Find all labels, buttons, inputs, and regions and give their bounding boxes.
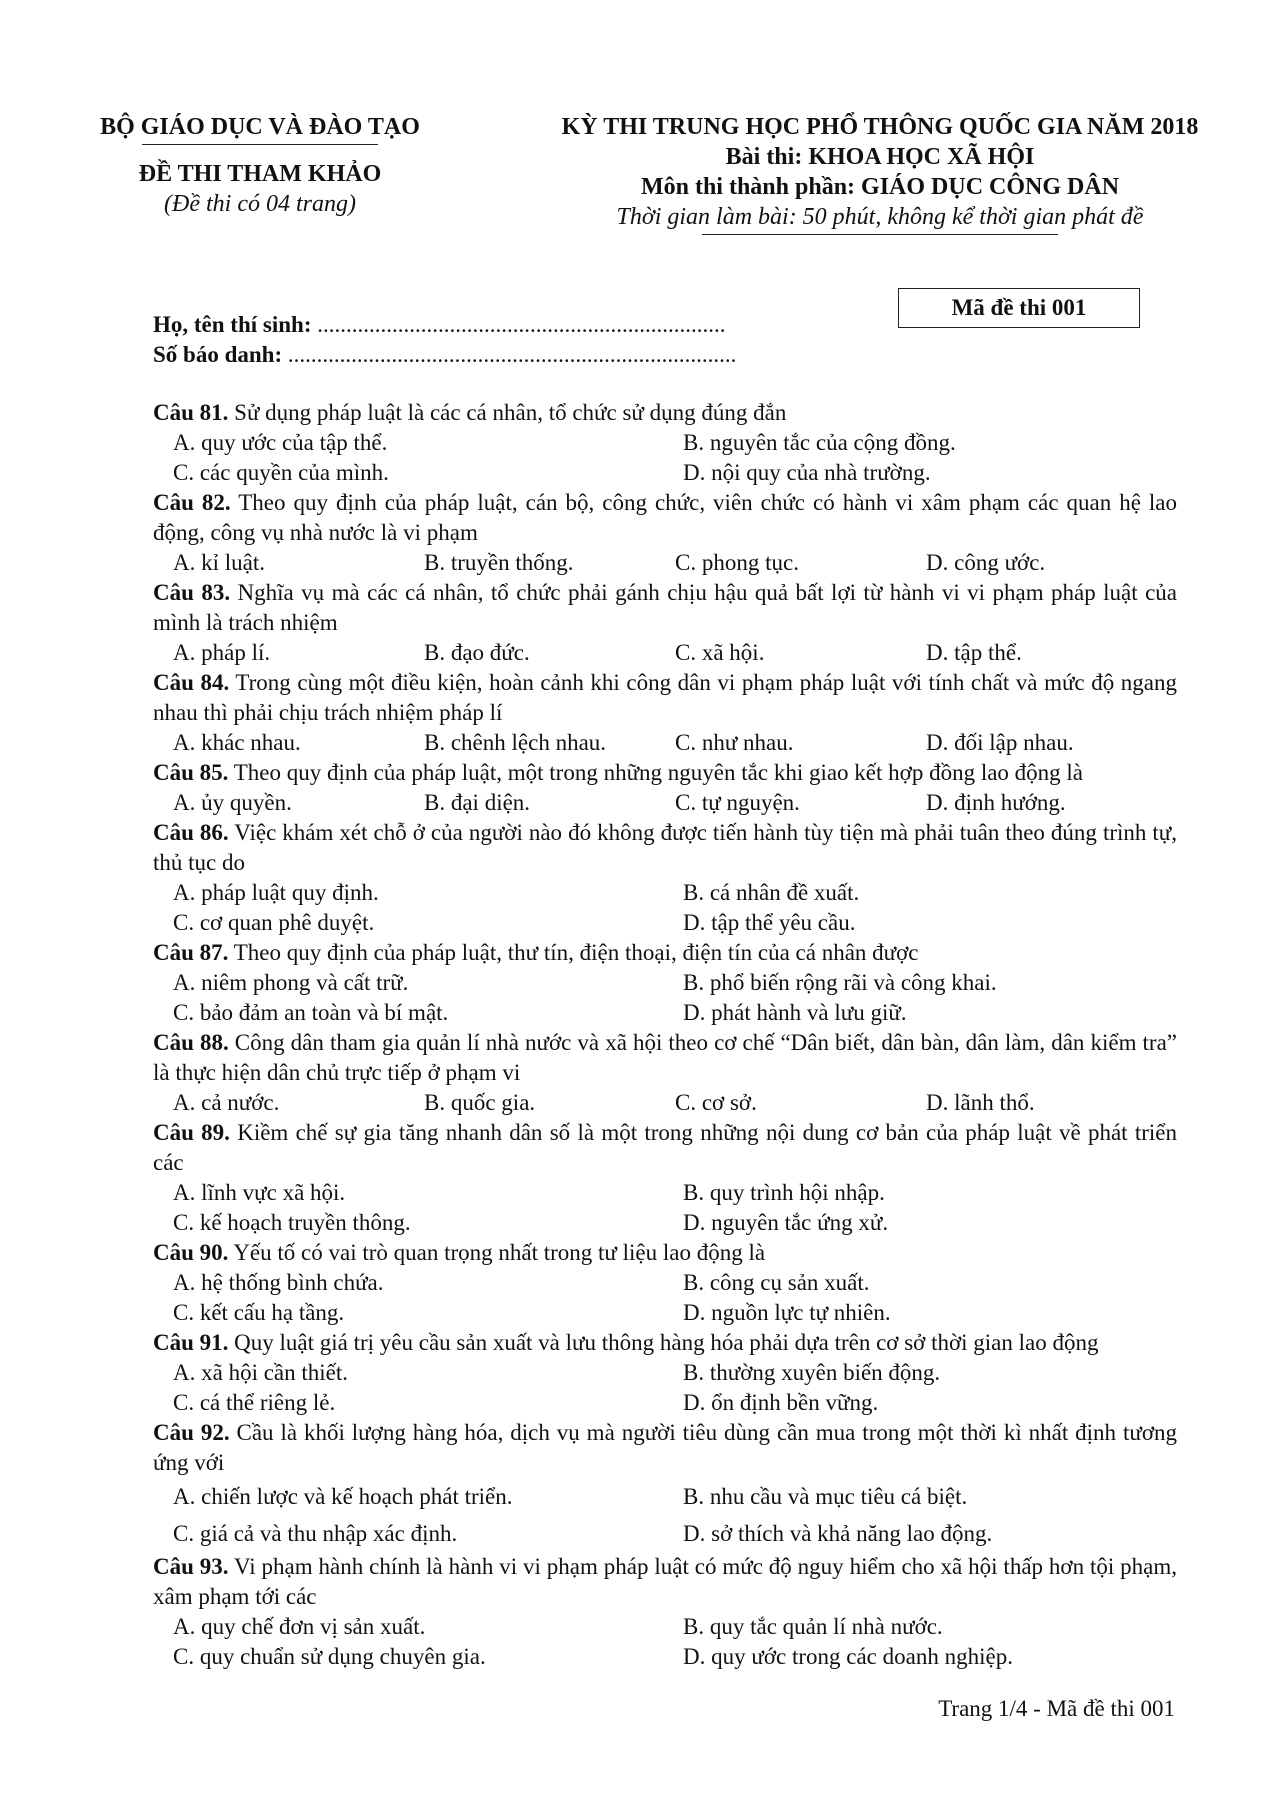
option-letter: A. [173, 1090, 196, 1115]
option-text: đối lập nhau. [954, 730, 1074, 755]
option-letter: D. [926, 640, 949, 665]
question-number: Câu 93. [153, 1554, 229, 1579]
answer-option[interactable] [675, 1388, 1177, 1418]
exam-time: Thời gian làm bài: 50 phút, không kể thời gian phát đề [616, 204, 1144, 230]
option-text: pháp lí. [201, 640, 271, 665]
question-text: Theo quy định của pháp luật, một trong những nguyên tắc khi giao kết hợp đồng lao động là [233, 760, 1084, 785]
answer-option[interactable] [173, 458, 675, 488]
option-letter: C. [173, 1300, 195, 1325]
question-item [153, 1028, 1177, 1118]
question-number: Câu 89. [153, 1120, 230, 1145]
option-letter: B. [683, 430, 705, 455]
candidate-id-line[interactable] [153, 340, 736, 370]
answer-option[interactable] [675, 728, 926, 758]
answer-option[interactable] [173, 1208, 675, 1238]
answer-option[interactable] [424, 1088, 675, 1118]
option-text: công ước. [954, 550, 1046, 575]
exam-part: Bài thi: KHOA HỌC XÃ HỘI [725, 144, 1035, 170]
option-letter: A. [173, 970, 196, 995]
question-item [153, 818, 1177, 938]
question-number: Câu 87. [153, 940, 229, 965]
option-text: kế hoạch truyền thông. [199, 1210, 411, 1235]
candidate-name-label: Họ, tên thí sinh: [153, 312, 312, 337]
option-letter: B. [683, 970, 705, 995]
option-letter: B. [424, 730, 446, 755]
answer-option[interactable] [173, 1642, 675, 1672]
option-text: quy tắc quản lí nhà nước. [709, 1614, 943, 1639]
page-footer: Trang 1/4 - Mã đề thi 001 [938, 1696, 1175, 1721]
option-letter: C. [675, 640, 697, 665]
question-text: Nghĩa vụ mà các cá nhân, tổ chức phải gánh chịu hậu quả bất lợi từ hành vi vi phạm pháp luật của mình là trách nhiệm [153, 580, 1178, 635]
option-text: kỉ luật. [201, 550, 266, 575]
option-letter: D. [683, 1000, 706, 1025]
doc-type: ĐỀ THI THAM KHẢO [138, 161, 382, 187]
option-text: quốc gia. [450, 1090, 536, 1115]
answer-option[interactable] [675, 1642, 1177, 1672]
option-letter: B. [424, 790, 446, 815]
question-stem [153, 818, 1177, 878]
question-stem [153, 578, 1177, 638]
option-letter: B. [683, 1614, 705, 1639]
option-text: tập thể. [954, 640, 1022, 665]
answer-options [153, 1612, 1177, 1672]
option-text: quy chuẩn sử dụng chuyên gia. [199, 1644, 486, 1669]
option-letter: B. [683, 1360, 705, 1385]
question-item [153, 578, 1177, 668]
option-letter: D. [683, 1521, 706, 1546]
answer-option[interactable] [926, 638, 1177, 668]
option-text: phong tục. [701, 550, 799, 575]
question-stem [153, 1328, 1177, 1358]
question-item [153, 938, 1177, 1028]
answer-option[interactable] [675, 968, 1177, 998]
question-item [153, 1418, 1177, 1552]
answer-option[interactable] [675, 1515, 1177, 1552]
option-letter: B. [683, 880, 705, 905]
answer-option[interactable] [173, 638, 424, 668]
question-stem [153, 1238, 1177, 1268]
option-text: lĩnh vực xã hội. [201, 1180, 346, 1205]
answer-option[interactable] [173, 1358, 675, 1388]
option-letter: D. [926, 1090, 949, 1115]
option-text: bảo đảm an toàn và bí mật. [199, 1000, 449, 1025]
option-letter: A. [173, 550, 196, 575]
answer-option[interactable] [173, 998, 675, 1028]
answer-option[interactable] [173, 1088, 424, 1118]
option-text: nguồn lực tự nhiên. [711, 1300, 891, 1325]
question-number: Câu 88. [153, 1030, 229, 1055]
answer-option[interactable] [675, 428, 1177, 458]
option-text: nguyên tắc của cộng đồng. [709, 430, 956, 455]
option-text: đại diện. [450, 790, 531, 815]
option-text: chênh lệch nhau. [450, 730, 607, 755]
question-stem [153, 488, 1177, 548]
option-text: nội quy của nhà trường. [711, 460, 931, 485]
option-letter: C. [173, 910, 195, 935]
question-item [153, 1552, 1177, 1672]
question-stem [153, 1418, 1177, 1478]
answer-option[interactable] [173, 1178, 675, 1208]
answer-option[interactable] [424, 788, 675, 818]
option-text: niêm phong và cất trữ. [201, 970, 409, 995]
option-text: khác nhau. [201, 730, 301, 755]
answer-option[interactable] [675, 638, 926, 668]
option-text: pháp luật quy định. [201, 880, 379, 905]
question-number: Câu 90. [153, 1240, 229, 1265]
question-text: Yếu tố có vai trò quan trọng nhất trong tư liệu lao động là [233, 1240, 766, 1265]
question-number: Câu 86. [153, 820, 229, 845]
option-text: đạo đức. [450, 640, 530, 665]
option-text: sở thích và khả năng lao động. [711, 1521, 993, 1546]
answer-options [153, 548, 1177, 578]
option-letter: A. [173, 790, 196, 815]
option-letter: C. [675, 790, 697, 815]
answer-option[interactable] [675, 878, 1177, 908]
answer-options [153, 1088, 1177, 1118]
exam-name: KỲ THI TRUNG HỌC PHỔ THÔNG QUỐC GIA NĂM 2018 [561, 114, 1199, 140]
answer-options [153, 1358, 1177, 1418]
question-text: Theo quy định của pháp luật, thư tín, điện thoại, điện tín của cá nhân được [233, 940, 919, 965]
answer-option[interactable] [173, 968, 675, 998]
question-stem [153, 1028, 1177, 1088]
question-text: Vi phạm hành chính là hành vi vi phạm pháp luật có mức độ nguy hiểm cho xã hội thấp hơn tội phạm, xâm phạm tới các [153, 1554, 1177, 1609]
answer-option[interactable] [675, 1298, 1177, 1328]
option-letter: D. [683, 1300, 706, 1325]
question-number: Câu 92. [153, 1420, 230, 1445]
question-number: Câu 83. [153, 580, 231, 605]
answer-option[interactable] [675, 548, 926, 578]
option-letter: C. [675, 550, 697, 575]
option-letter: A. [173, 1270, 196, 1295]
question-stem [153, 1552, 1177, 1612]
option-letter: B. [683, 1270, 705, 1295]
option-letter: D. [926, 790, 949, 815]
answer-option[interactable] [173, 878, 675, 908]
option-letter: C. [173, 1210, 195, 1235]
candidate-name-field[interactable]: ....................................................................... [317, 312, 726, 337]
answer-option[interactable] [926, 728, 1177, 758]
answer-options [153, 638, 1177, 668]
question-list [153, 398, 1177, 1672]
answer-option[interactable] [173, 728, 424, 758]
option-text: chiến lược và kế hoạch phát triển. [201, 1484, 513, 1509]
question-item [153, 758, 1177, 818]
time-underline [702, 234, 1058, 235]
question-stem [153, 668, 1177, 728]
question-text: Sử dụng pháp luật là các cá nhân, tổ chức sử dụng đúng đắn [234, 400, 787, 425]
option-text: cá thể riêng lẻ. [199, 1390, 336, 1415]
option-letter: B. [424, 550, 446, 575]
option-letter: A. [173, 1484, 196, 1509]
option-letter: D. [926, 550, 949, 575]
answer-option[interactable] [675, 458, 1177, 488]
option-text: ổn định bền vững. [711, 1390, 879, 1415]
option-letter: A. [173, 640, 196, 665]
header-left [90, 112, 430, 219]
answer-option[interactable] [675, 1478, 1177, 1515]
option-letter: C. [173, 460, 195, 485]
option-text: nguyên tắc ứng xử. [711, 1210, 889, 1235]
option-text: cơ quan phê duyệt. [199, 910, 375, 935]
option-letter: B. [424, 640, 446, 665]
ministry-name: BỘ GIÁO DỤC VÀ ĐÀO TẠO [100, 114, 420, 140]
option-letter: D. [683, 1390, 706, 1415]
option-letter: D. [683, 460, 706, 485]
option-letter: D. [926, 730, 949, 755]
option-letter: A. [173, 430, 196, 455]
answer-options [153, 428, 1177, 488]
question-text: Việc khám xét chỗ ở của người nào đó không được tiến hành tùy tiện mà phải tuân theo đúng trình tự, thủ tục do [153, 820, 1177, 875]
answer-option[interactable] [424, 728, 675, 758]
answer-options [153, 1178, 1177, 1238]
option-text: thường xuyên biến động. [709, 1360, 941, 1385]
answer-option[interactable] [173, 548, 424, 578]
exam-code-box: Mã đề thi 001 [898, 288, 1140, 328]
option-letter: B. [424, 1090, 446, 1115]
option-text: cơ sở. [701, 1090, 757, 1115]
candidate-id-field[interactable]: .............................................................................. [287, 342, 737, 367]
question-text: Quy luật giá trị yêu cầu sản xuất và lưu thông hàng hóa phải dựa trên cơ sở thời gian lao động [234, 1330, 1099, 1355]
question-number: Câu 82. [153, 490, 231, 515]
answer-option[interactable] [675, 1268, 1177, 1298]
answer-option[interactable] [173, 1612, 675, 1642]
answer-option[interactable] [173, 428, 675, 458]
option-text: quy chế đơn vị sản xuất. [201, 1614, 426, 1639]
answer-option[interactable] [675, 998, 1177, 1028]
answer-option[interactable] [675, 1088, 926, 1118]
question-text: Công dân tham gia quản lí nhà nước và xã hội theo cơ chế “Dân biết, dân bàn, dân làm, dân kiểm tra” là thực hiện dân chủ trực tiếp ở phạm vi [153, 1030, 1177, 1085]
option-text: cá nhân đề xuất. [709, 880, 860, 905]
option-text: quy ước của tập thể. [201, 430, 388, 455]
answer-options [153, 968, 1177, 1028]
option-text: kết cấu hạ tầng. [199, 1300, 345, 1325]
question-stem [153, 398, 1177, 428]
answer-option[interactable] [173, 1515, 675, 1552]
question-text: Cầu là khối lượng hàng hóa, dịch vụ mà người tiêu dùng cần mua trong một thời kì nhất định tương ứng với [153, 1420, 1177, 1475]
option-letter: A. [173, 1180, 196, 1205]
option-text: cả nước. [201, 1090, 280, 1115]
question-stem [153, 938, 1177, 968]
question-item [153, 668, 1177, 758]
answer-options [153, 878, 1177, 938]
option-letter: C. [173, 1644, 195, 1669]
answer-option[interactable] [675, 1358, 1177, 1388]
option-letter: C. [675, 1090, 697, 1115]
answer-option[interactable] [173, 908, 675, 938]
option-letter: A. [173, 880, 196, 905]
question-text: Theo quy định của pháp luật, cán bộ, công chức, viên chức có hành vi xâm phạm các quan hệ lao động, công vụ nhà nước là vi phạm [153, 490, 1177, 545]
answer-options [153, 788, 1177, 818]
answer-option[interactable] [173, 1298, 675, 1328]
option-text: lãnh thổ. [954, 1090, 1035, 1115]
answer-option[interactable] [926, 1088, 1177, 1118]
question-item [153, 1328, 1177, 1418]
option-text: tự nguyện. [701, 790, 800, 815]
exam-subject: Môn thi thành phần: GIÁO DỤC CÔNG DÂN [640, 174, 1120, 200]
answer-option[interactable] [173, 1388, 675, 1418]
option-text: định hướng. [954, 790, 1066, 815]
question-item [153, 1118, 1177, 1238]
header-right [520, 112, 1240, 235]
answer-option[interactable] [424, 548, 675, 578]
option-letter: D. [683, 910, 706, 935]
option-text: các quyền của mình. [199, 460, 389, 485]
question-stem [153, 758, 1177, 788]
option-text: tập thể yêu cầu. [711, 910, 856, 935]
answer-option[interactable] [675, 908, 1177, 938]
question-item [153, 488, 1177, 578]
option-text: giá cả và thu nhập xác định. [199, 1521, 458, 1546]
answer-option[interactable] [926, 788, 1177, 818]
question-item [153, 398, 1177, 488]
option-text: xã hội. [701, 640, 765, 665]
option-letter: D. [683, 1210, 706, 1235]
ministry-underline [142, 144, 378, 145]
question-number: Câu 85. [153, 760, 229, 785]
option-text: hệ thống bình chứa. [201, 1270, 384, 1295]
answer-options [153, 1478, 1177, 1552]
candidate-name-line[interactable] [153, 310, 725, 340]
question-stem [153, 1118, 1177, 1178]
question-item [153, 1238, 1177, 1328]
option-text: truyền thống. [450, 550, 574, 575]
answer-option[interactable] [424, 638, 675, 668]
answer-option[interactable] [675, 1612, 1177, 1642]
answer-option[interactable] [675, 1178, 1177, 1208]
option-letter: C. [173, 1521, 195, 1546]
option-text: như nhau. [701, 730, 794, 755]
question-number: Câu 91. [153, 1330, 229, 1355]
answer-option[interactable] [173, 1268, 675, 1298]
option-text: xã hội cần thiết. [201, 1360, 349, 1385]
answer-option[interactable] [675, 1208, 1177, 1238]
option-letter: C. [173, 1390, 195, 1415]
option-letter: B. [683, 1484, 705, 1509]
option-letter: B. [683, 1180, 705, 1205]
page-count-note: (Đề thi có 04 trang) [164, 191, 356, 217]
answer-option[interactable] [173, 1478, 675, 1515]
question-number: Câu 81. [153, 400, 229, 425]
option-text: ủy quyền. [201, 790, 292, 815]
option-text: quy ước trong các doanh nghiệp. [711, 1644, 1013, 1669]
answer-options [153, 1268, 1177, 1328]
option-letter: D. [683, 1644, 706, 1669]
answer-option[interactable] [173, 788, 424, 818]
option-text: công cụ sản xuất. [709, 1270, 870, 1295]
option-text: nhu cầu và mục tiêu cá biệt. [709, 1484, 968, 1509]
option-letter: C. [675, 730, 697, 755]
option-text: phổ biến rộng rãi và công khai. [709, 970, 997, 995]
option-text: phát hành và lưu giữ. [711, 1000, 907, 1025]
question-number: Câu 84. [153, 670, 230, 695]
answer-option[interactable] [675, 788, 926, 818]
answer-options [153, 728, 1177, 758]
question-text: Kiềm chế sự gia tăng nhanh dân số là một trong những nội dung cơ bản của pháp luật về phát triển các [153, 1120, 1177, 1175]
option-letter: A. [173, 1614, 196, 1639]
option-letter: A. [173, 730, 196, 755]
question-text: Trong cùng một điều kiện, hoàn cảnh khi công dân vi phạm pháp luật với tính chất và mức độ ngang nhau thì phải chịu trách nhiệm pháp lí [153, 670, 1178, 725]
candidate-id-label: Số báo danh: [153, 342, 283, 367]
option-letter: C. [173, 1000, 195, 1025]
answer-option[interactable] [926, 548, 1177, 578]
option-text: quy trình hội nhập. [709, 1180, 885, 1205]
option-letter: A. [173, 1360, 196, 1385]
